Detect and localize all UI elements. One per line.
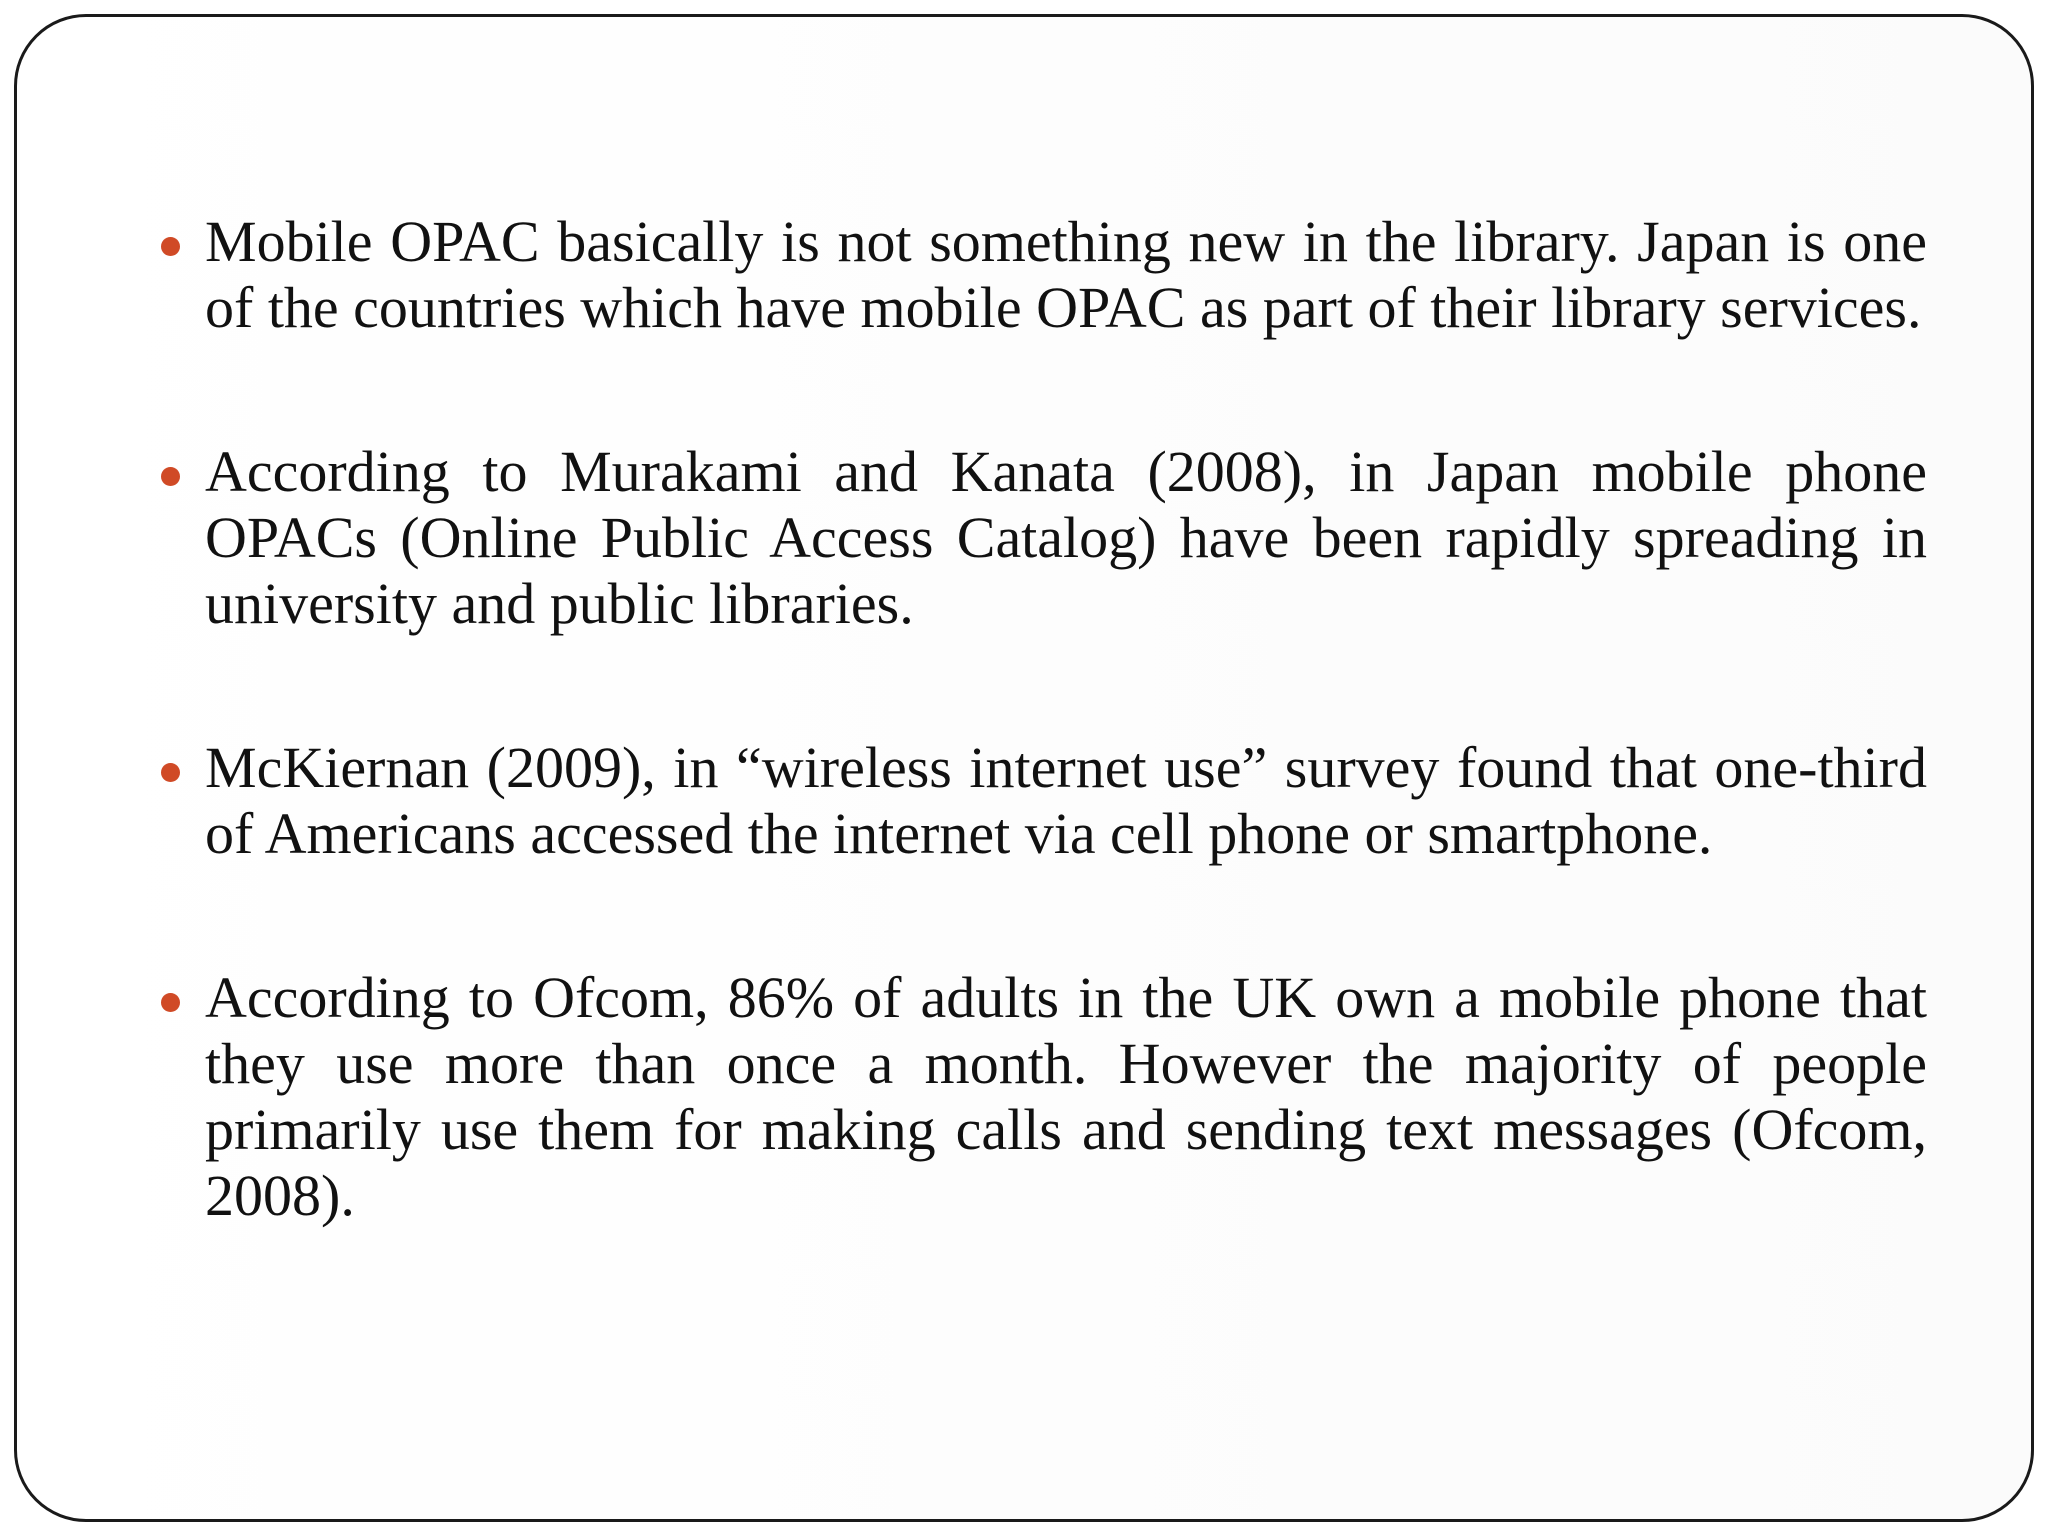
- bullet-text: According to Murakami and Kanata (2008), in Japan mobile phone OPACs (Online Public Access Catalog) have been rapidly spreading in university and public libraries.: [205, 439, 1927, 636]
- bullet-item-ofcom: [205, 965, 1927, 1229]
- bullet-item-mobile-opac: [205, 209, 1927, 341]
- bullet-dot-icon: [161, 467, 180, 486]
- bullet-dot-icon: [161, 763, 180, 782]
- bullet-item-mckiernan: [205, 735, 1927, 867]
- bullet-text: McKiernan (2009), in “wireless internet use” survey found that one-third of Americans accessed the internet via cell phone or smartphone.: [205, 735, 1927, 866]
- bullet-item-murakami-kanata: [205, 439, 1927, 637]
- bullet-list: [205, 209, 1927, 1229]
- bullet-dot-icon: [161, 993, 180, 1012]
- bullet-text: Mobile OPAC basically is not something new in the library. Japan is one of the countries which have mobile OPAC as part of their library services.: [205, 209, 1927, 340]
- slide-frame: [14, 14, 2034, 1522]
- bullet-dot-icon: [161, 237, 180, 256]
- bullet-text: According to Ofcom, 86% of adults in the UK own a mobile phone that they use more than once a month. However the majority of people primarily use them for making calls and sending text messages (Ofcom, 2008).: [205, 965, 1927, 1228]
